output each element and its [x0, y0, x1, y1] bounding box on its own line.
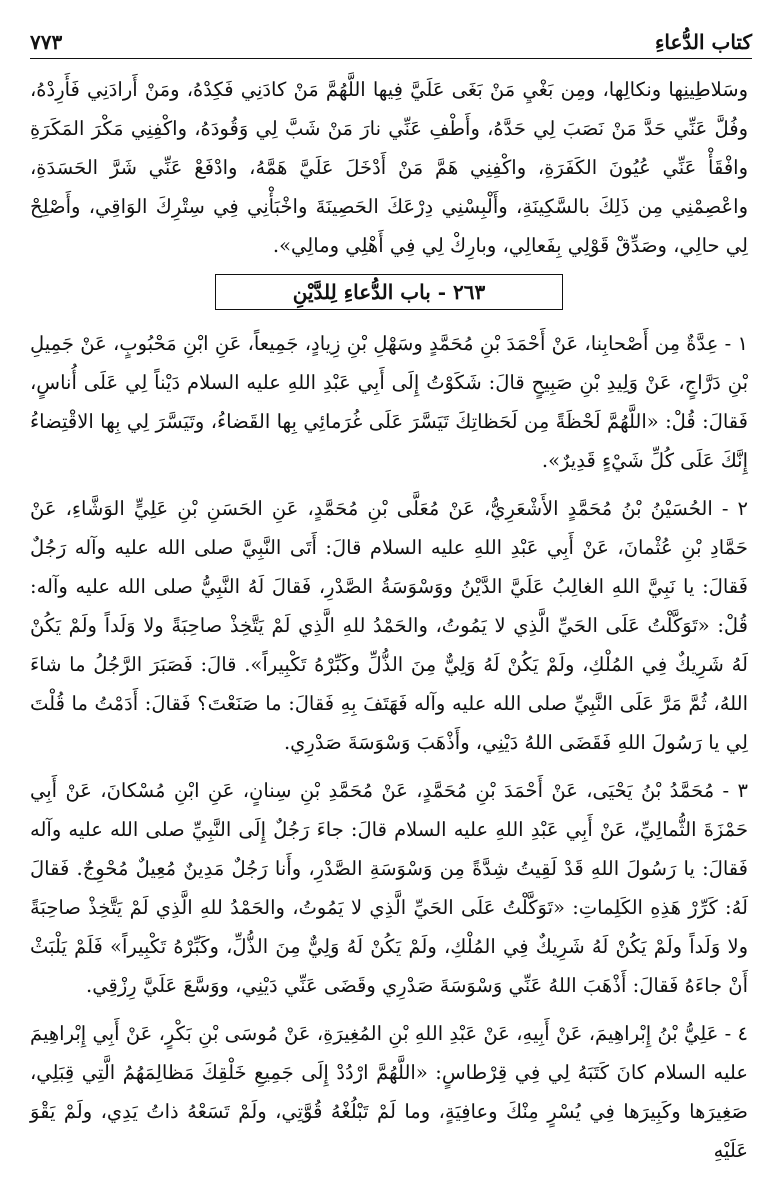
page-header [30, 18, 752, 59]
intro-paragraph: وسَلاطِينِها ونكالِها، ومِن بَغْيِ مَنْ بَغَى عَلَيَّ فِيها اللَّهُمَّ مَنْ كادَنِي فَكِدْهُ، ومَنْ أَرادَنِي فَأَرِدْهُ، وفُلَّ عَنِّي حَدَّ مَنْ نَصَبَ لِي حَدَّهُ، وأَطْفِ عَنِّي نارَ مَنْ شَبَّ لِي وَقُودَهُ، واكْفِنِي مَكْرَ المَكَرَةِ وافْقَأْ عَنِّي عُيُونَ الكَفَرَةِ، واكْفِنِي هَمَّ مَنْ أَدْخَلَ عَلَيَّ هَمَّهُ، وادْفَعْ عَنِّي شَرَّ الحَسَدَةِ، واعْصِمْنِي مِن ذَلِكَ بالسَّكِينَةِ، وأَلْبِسْنِي دِرْعَكَ الحَصِينَةَ واخْبَأْنِي فِي سِتْرِكَ الوَاقِي، وأَصْلِحْ لِي حالِي، وصَدِّقْ قَوْلِي بِفَعالِي، وبارِكْ لِي فِي أَهْلِي ومالِي». [30, 78, 748, 257]
running-title: كتاب الدُّعاءِ [654, 30, 752, 54]
page-body [30, 70, 748, 1179]
hadith-paragraph-4: ٤ - عَلِيُّ بْنُ إِبْراهِيمَ، عَنْ أَبِيهِ، عَنْ عَبْدِ اللهِ بْنِ المُغِيرَةِ، عَنْ مُوسَى بْنِ بَكْرٍ، عَنْ أَبِي إِبْراهِيمَ عليه السلام كانَ كَتَبَهُ لِي فِي قِرْطاسٍ: «اللَّهُمَّ ارْدُدْ إِلَى جَمِيعِ خَلْقِكَ مَظالِمَهُمُ الَّتِي قِبَلِي، صَغِيرَها وكَبِيرَها فِي يُسْرٍ مِنْكَ وعافِيَةٍ، وما لَمْ تَبْلُغْهُ قُوَّتِي، ولَمْ تَسَعْهُ ذاتُ يَدِي، ولَمْ يَقْوَ عَلَيْهِ [30, 1022, 748, 1162]
hadith-paragraph-2: ٢ - الحُسَيْنُ بْنُ مُحَمَّدٍ الأَشْعَرِيُّ، عَنْ مُعَلَّى بْنِ مُحَمَّدٍ، عَنِ الحَسَنِ بْنِ عَلِيٍّ الوَشَّاءِ، عَنْ حَمَّادِ بْنِ عُثْمانَ، عَنْ أَبِي عَبْدِ اللهِ عليه السلام قالَ: أَتَى النَّبِيَّ صلى الله عليه وآله رَجُلٌ فَقالَ: يا نَبِيَّ اللهِ الغالِبُ عَلَيَّ الدَّيْنُ ووَسْوَسَةُ الصَّدْرِ، فَقالَ لَهُ النَّبِيُّ صلى الله عليه وآله: قُلْ: «تَوَكَّلْتُ عَلَى الحَيِّ الَّذِي لا يَمُوتُ، والحَمْدُ للهِ الَّذِي لَمْ يَتَّخِذْ صاحِبَةً ولا وَلَداً ولَمْ يَكُنْ لَهُ شَرِيكٌ فِي المُلْكِ، ولَمْ يَكُنْ لَهُ وَلِيٌّ مِنَ الذُّلِّ وكَبِّرْهُ تَكْبِيراً». قالَ: فَصَبَرَ الرَّجُلُ ما شاءَ اللهُ، ثُمَّ مَرَّ عَلَى النَّبِيِّ صلى الله عليه وآله فَهَتَفَ بِهِ فَقالَ: ما صَنَعْتَ؟ فَقالَ: أَدَمْتُ ما قُلْتَ لِي يا رَسُولَ اللهِ فَقَضَى اللهُ دَيْنِي، وأَذْهَبَ وَسْوَسَةَ صَدْرِي. [30, 497, 748, 754]
section-heading: ٢٦٣ - باب الدُّعاءِ لِلدَّيْنِ [215, 274, 563, 310]
hadith-paragraph-3: ٣ - مُحَمَّدُ بْنُ يَحْيَى، عَنْ أَحْمَدَ بْنِ مُحَمَّدٍ، عَنْ مُحَمَّدِ بْنِ سِنانٍ، عَنِ ابْنِ مُسْكانَ، عَنْ أَبِي حَمْزَةَ الثُّمالِيِّ، عَنْ أَبِي عَبْدِ اللهِ عليه السلام قالَ: جاءَ رَجُلٌ إِلَى النَّبِيِّ صلى الله عليه وآله فَقالَ: يا رَسُولَ اللهِ قَدْ لَقِيتُ شِدَّةً مِن وَسْوَسَةِ الصَّدْرِ، وأَنا رَجُلٌ مَدِينٌ مُعِيلٌ مُحْوِجٌ. فَقالَ لَهُ: كَرِّرْ هَذِهِ الكَلِماتِ: «تَوَكَّلْتُ عَلَى الحَيِّ الَّذِي لا يَمُوتُ، والحَمْدُ للهِ الَّذِي لَمْ يَتَّخِذْ صاحِبَةً ولا وَلَداً ولَمْ يَكُنْ لَهُ شَرِيكٌ فِي المُلْكِ، ولَمْ يَكُنْ لَهُ وَلِيٌّ مِنَ الذُّلِّ، وكَبِّرْهُ تَكْبِيراً» فَلَمْ يَلْبَثْ أَنْ جاءَهُ فَقالَ: أَذْهَبَ اللهُ عَنِّي وَسْوَسَةَ صَدْرِي وقَضَى عَنِّي دَيْنِي، ووَسَّعَ عَلَيَّ رِزْقِي. [30, 779, 748, 997]
hadith-paragraph-1: ١ - عِدَّةٌ مِن أَصْحابِنا، عَنْ أَحْمَدَ بْنِ مُحَمَّدٍ وسَهْلِ بْنِ زِيادٍ، جَمِيعاً، عَنِ ابْنِ مَحْبُوبٍ، عَنْ جَمِيلِ بْنِ دَرَّاجٍ، عَنْ وَلِيدِ بْنِ صَبِيحٍ قالَ: شَكَوْتُ إِلَى أَبِي عَبْدِ اللهِ عليه السلام دَيْناً لِي عَلَى أُناسٍ، فَقالَ: قُلْ: «اللَّهُمَّ لَحْظَةً مِن لَحَظاتِكَ تَيَسَّرَ عَلَى غُرَمائِي بِها القَضاءُ، وتَيَسَّرَ لِي بِها الاقْتِضاءُ إِنَّكَ عَلَى كُلِّ شَيْءٍ قَدِيرٌ». [30, 332, 748, 472]
page-number: ٧٧٣ [30, 30, 63, 54]
